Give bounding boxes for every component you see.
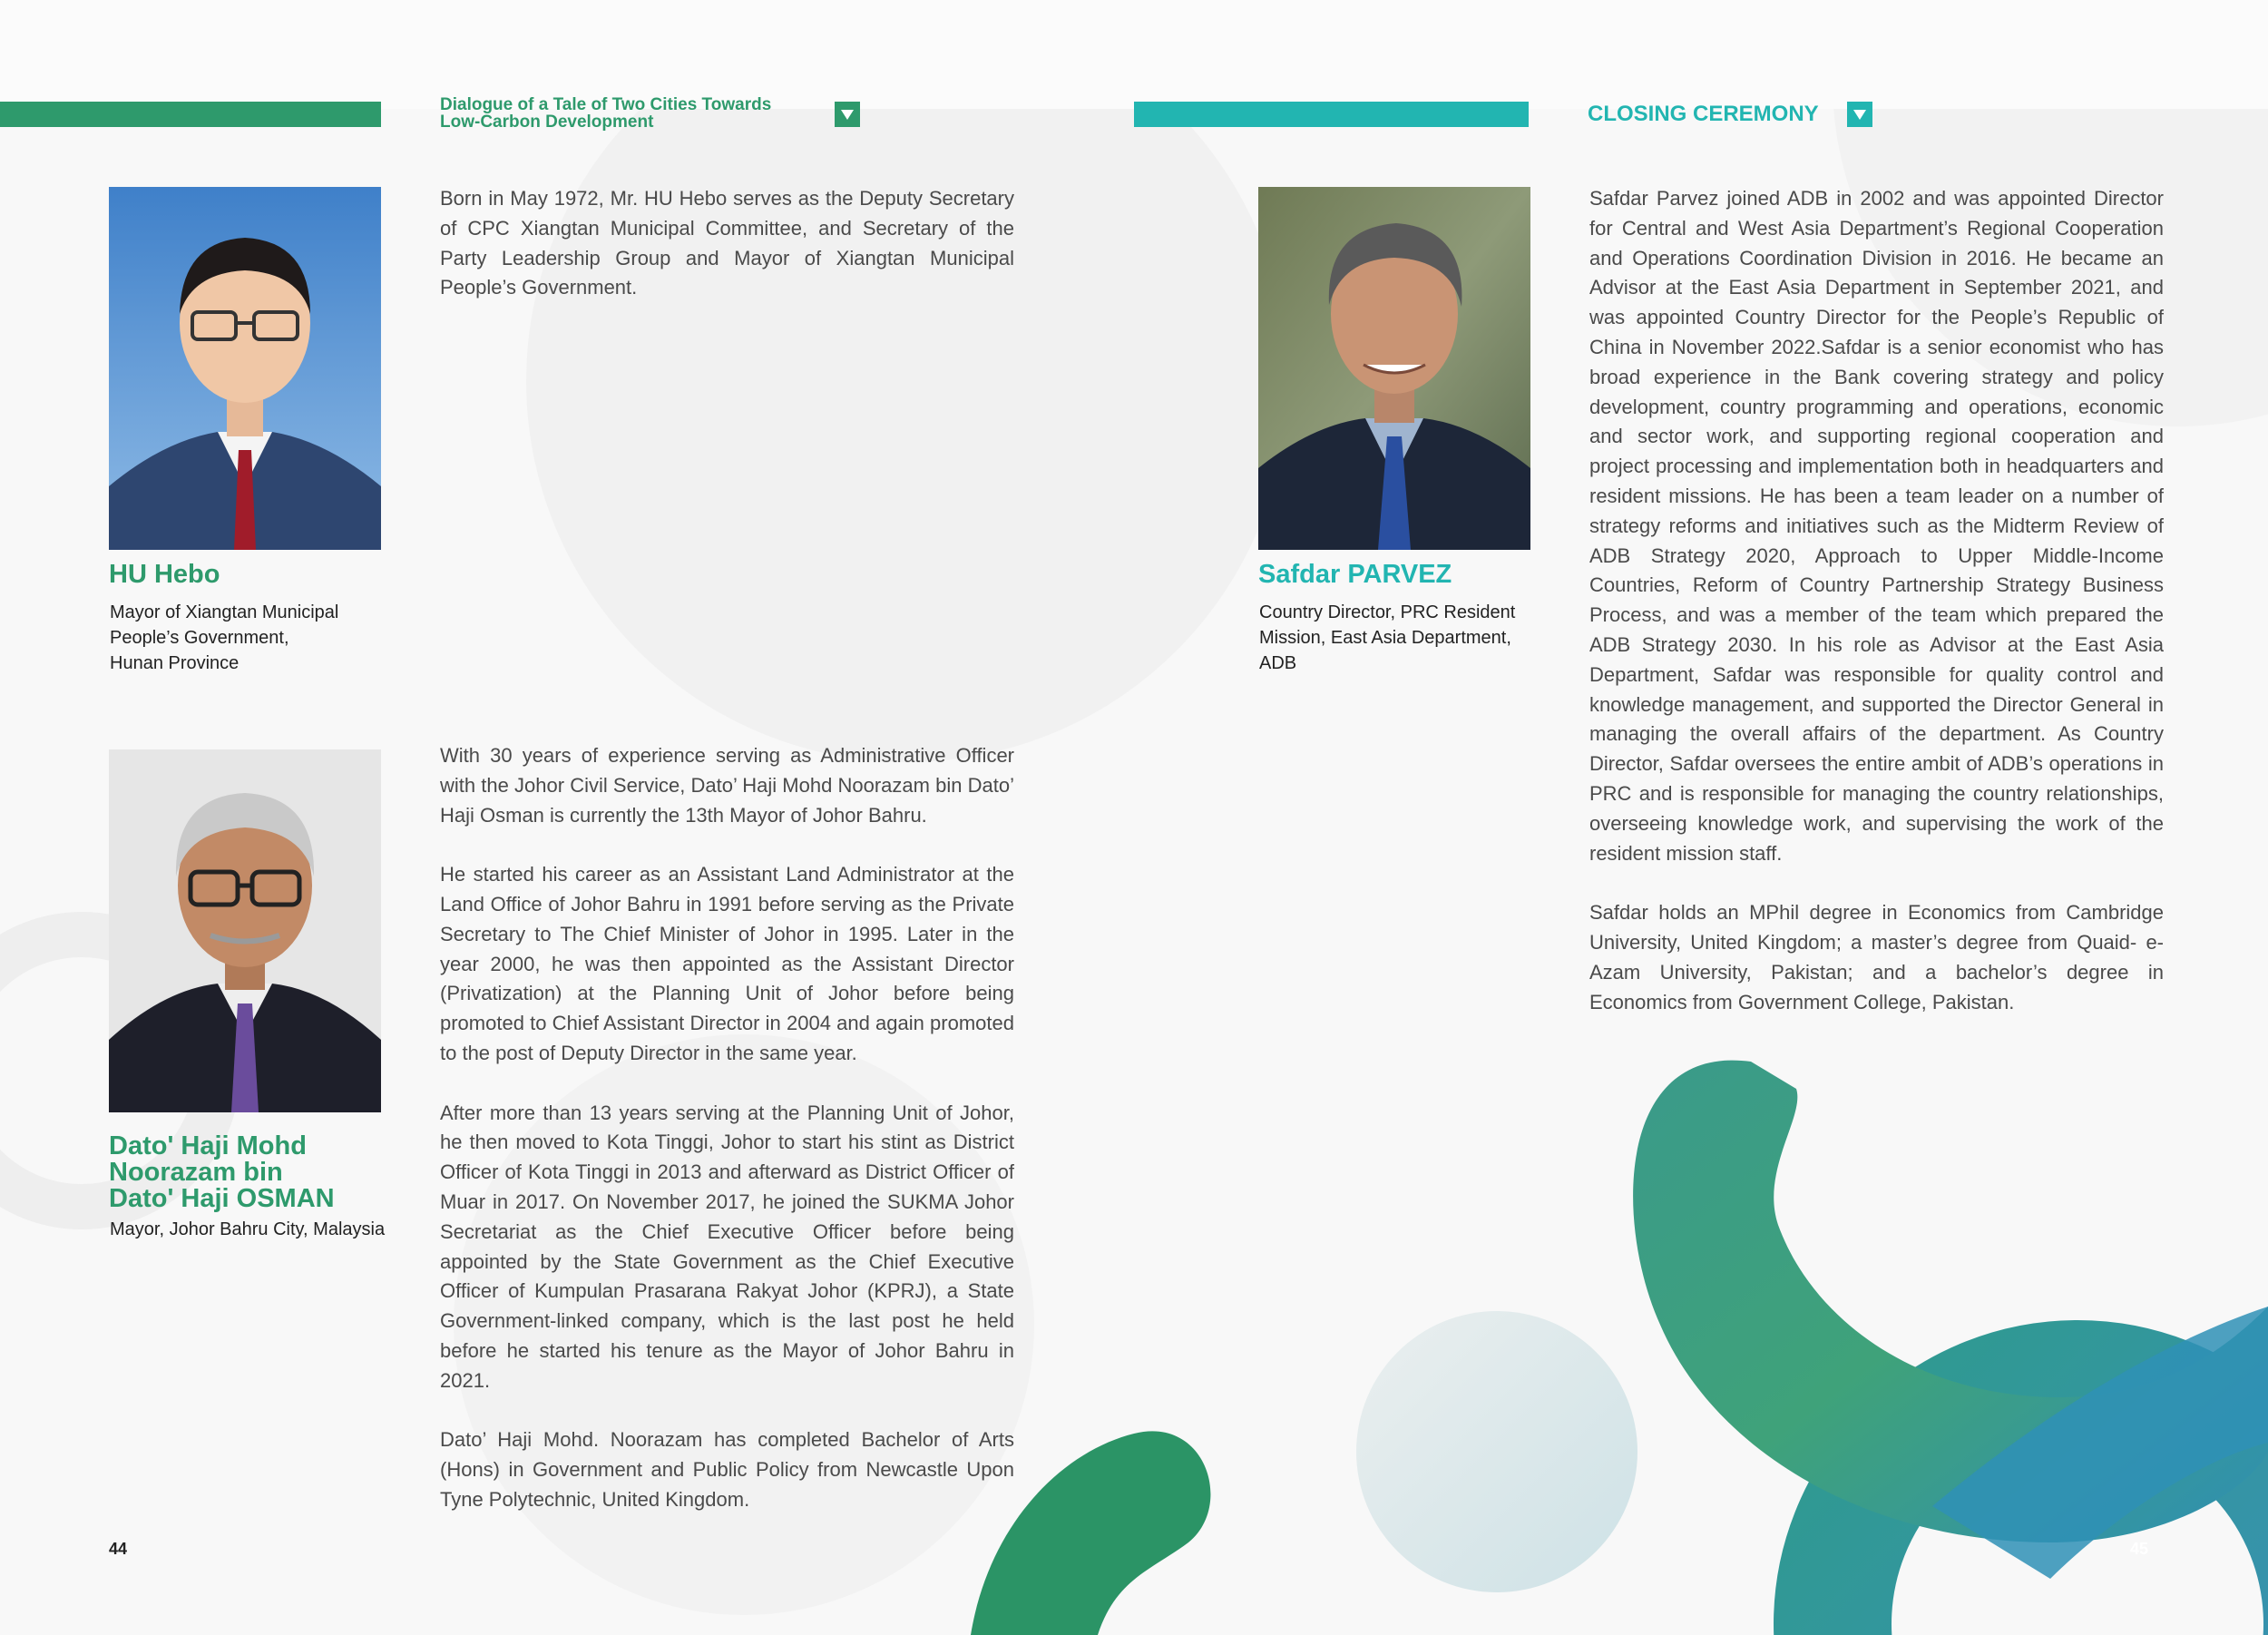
person-name: HU Hebo	[109, 560, 220, 589]
page-number: 44	[109, 1540, 128, 1558]
section-title-right: CLOSING CEREMONY	[1588, 102, 1819, 126]
person-bio: Born in May 1972, Mr. HU Hebo serves as the Deputy Secretary of CPC Xiangtan Municipal Committee, and Secretary of the Party Leadership Group and Mayor of Xiangtan Municipal People’s Government.	[440, 187, 1014, 299]
person-bio: With 30 years of experience serving as Administrative Officer with the Johor Civil Service, Dato’ Haji Mohd Noorazam bin Dato’ Haji Osman is currently the 13th Mayor of Johor Bahru. He started his career as an Assistant Land Administrator at the Land Office of Johor Bahru in 1991 before serving as the Private Secretary to The Chief Minister of Johor in 1995. Later in the year 2000, he was then appointed as the Assistant Director (Privatization) at the Planning Unit of Johor before being promoted to Chief Assistant Director in 2004 and again promoted to the post of Deputy Director in the same year. After more than 13 years serving at the Planning Unit of Johor, he then moved to Kota Tinggi, Johor to start his stint as District Officer of Kota Tinggi in 2013 and afterward as District Officer of Muar in 2017. On November 2017, he joined the SUKMA Johor Secretariat as the Chief Executive Officer before being appointed by the State Government as the Chief Executive Officer of Kumpulan Prasarana Rakyat Johor (KPRJ), a State Government-linked company, which is the last post he held before he started his tenure as the Mayor of Johor Bahru in 2021. Dato’ Haji Mohd. Noorazam has completed Bachelor of Arts (Hons) in Government and Public Policy from Newcastle Upon Tyne Polytechnic, United Kingdom.	[440, 744, 1014, 1511]
chevron-down-icon	[835, 102, 860, 127]
section-title-left	[440, 96, 771, 131]
portrait-image	[109, 749, 381, 1112]
person-role: Mayor, Johor Bahru City, Malaysia	[110, 1219, 386, 1239]
portrait-safdar-parvez	[1258, 187, 1530, 550]
section-title-line1: Dialogue of a Tale of Two Cities Towards	[440, 95, 772, 114]
person-bio: Safdar Parvez joined ADB in 2002 and was appointed Director for Central and West Asia Department’s Regional Cooperation and Operations Coordination Division in 2016. He became an Advisor at the East Asia Department in September 2021, and was appointed Country Director for the People’s Republic of China in November 2022.Safdar is a senior economist who has broad experience in the Bank covering strategy and policy development, country programming and operations, economic and sector work, and supporting regional cooperation and project processing and implementation both in headquarters and resident missions. He has been a team leader on a number of strategy reforms and initiatives such as the Midterm Review of ADB Strategy 2020, Approach to Upper Middle-Income Countries, Reform of Country Partnership Strategy Business Process, and was a member of the team which prepared the ADB Strategy 2030. In his role as Advisor at the East Asia Department, Safdar was responsible for quality control and knowledge management, and supported the Director General in managing the overall affairs of the department. As Country Director, Safdar oversees the entire ambit of ADB’s operations in PRC and is responsible for managing the country relationships, overseeing knowledge work, and supervising the work of the resident mission staff. Safdar holds an MPhil degree in Economics from Cambridge University, United Kingdom; a master’s degree from Quaid- e-Azam University, Pakistan; and a bachelor’s degree in Economics from Government College, Pakistan.	[1589, 187, 2164, 1013]
portrait-noorazam-osman	[109, 749, 381, 1112]
person-name: Safdar PARVEZ	[1258, 560, 1452, 589]
page-number: 45	[2130, 1540, 2149, 1558]
section-bar-right	[1134, 102, 1529, 127]
person-role: Mayor of Xiangtan Municipal People’s Government, Hunan Province	[110, 602, 339, 673]
person-role: Country Director, PRC Resident Mission, East Asia Department, ADB	[1259, 602, 1516, 673]
section-title-line2: Low-Carbon Development	[440, 113, 654, 132]
person-name: Dato' Haji Mohd Noorazam bin Dato' Haji OSMAN	[109, 1131, 335, 1213]
right-page	[1134, 0, 2268, 1635]
chevron-down-icon	[1847, 102, 1872, 127]
section-bar-left	[0, 102, 381, 127]
portrait-image	[1258, 187, 1530, 550]
portrait-hu-hebo	[109, 187, 381, 550]
portrait-image	[109, 187, 381, 550]
